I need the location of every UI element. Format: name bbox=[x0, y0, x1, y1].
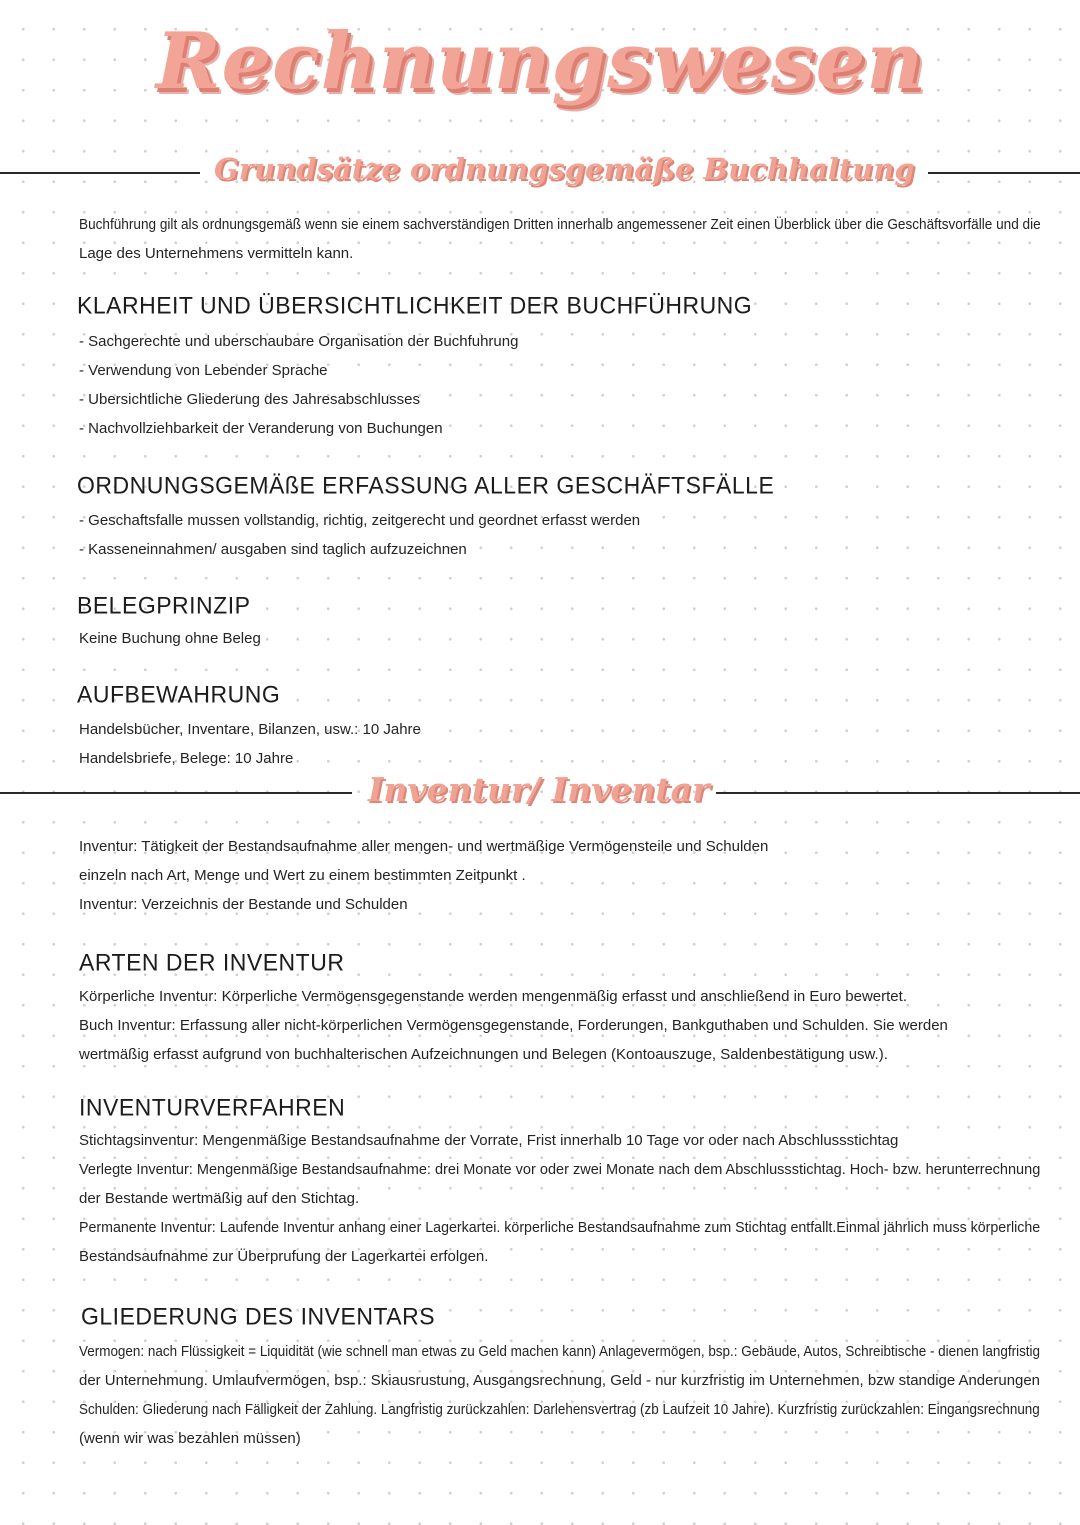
divider-right bbox=[928, 172, 1080, 174]
divider-left bbox=[0, 792, 352, 794]
list-item: - Verwendung von Lebender Sprache bbox=[79, 362, 328, 379]
list-aufbewahrung bbox=[79, 715, 421, 773]
heading-arten: ARTEN DER INVENTUR bbox=[79, 948, 345, 976]
text-line: Verlegte Inventur: Mengenmäßige Bestandsaufnahme: drei Monate vor oder zwei Monate nach dem Abschlussstichtag. Hoch- bzw. herunterrechnung bbox=[79, 1161, 1041, 1178]
list-item: - Ubersichtliche Gliederung des Jahresabschlusses bbox=[79, 391, 421, 408]
text-line: Keine Buchung ohne Beleg bbox=[79, 630, 261, 647]
list-item: - Geschaftsfalle mussen vollstandig, richtig, zeitgerecht und geordnet erfasst werden bbox=[79, 512, 641, 529]
list-arten bbox=[79, 982, 948, 1069]
heading-inventurverfahren: INVENTURVERFAHREN bbox=[79, 1093, 346, 1121]
divider-left bbox=[0, 172, 200, 174]
text-line: Inventur: Tätigkeit der Bestandsaufnahme aller mengen- und wertmäßige Vermögensteile und Schulden bbox=[79, 838, 769, 855]
section-title-grundsaetze: Grundsätze ordnungsgemäße Buchhaltung bbox=[214, 152, 915, 186]
heading-klarheit: KLARHEIT UND ÜBERSICHTLICHKEIT DER BUCHFÜHRUNG bbox=[77, 291, 753, 319]
list-klarheit bbox=[79, 327, 518, 443]
text-line: Bestandsaufnahme zur Überprufung der Lagerkartei erfolgen. bbox=[79, 1248, 489, 1265]
text-line: Vermogen: nach Flüssigkeit = Liquidität (wie schnell man etwas zu Geld machen kann) Anlagevermögen, bsp.: Gebäude, Autos, Schreibtische - dienen langfristig bbox=[79, 1343, 1041, 1360]
text-line: Permanente Inventur: Laufende Inventur anhang einer Lagerkartei. körperliche Bestandsaufnahme zum Stichtag entfallt.Einmal jährlich muss körperliche bbox=[79, 1219, 1041, 1236]
text-line: Handelsbriefe, Belege: 10 Jahre bbox=[79, 750, 294, 767]
text-line: Körperliche Inventur: Körperliche Vermögensgegenstande werden mengenmäßig erfasst und anschließend in Euro bewertet. bbox=[79, 988, 907, 1005]
heading-aufbewahrung: AUFBEWAHRUNG bbox=[77, 680, 281, 708]
intro-inventur bbox=[79, 832, 768, 919]
heading-belegprinzip: BELEGPRINZIP bbox=[77, 591, 251, 619]
page-title: Rechnungswesen bbox=[155, 16, 925, 107]
list-item: - Kasseneinnahmen/ ausgaben sind taglich aufzuzeichnen bbox=[79, 541, 467, 558]
text-line: Handelsbücher, Inventare, Bilanzen, usw.: 10 Jahre bbox=[79, 721, 421, 738]
text-line: Inventur: Verzeichnis der Bestande und Schulden bbox=[79, 896, 408, 913]
heading-erfassung: ORDNUNGSGEMÄßE ERFASSUNG ALLER GESCHÄFTSFÄLLE bbox=[77, 471, 775, 499]
text-line: (wenn wir was bezahlen müssen) bbox=[79, 1430, 301, 1447]
list-erfassung bbox=[79, 506, 640, 564]
intro-grundsaetze bbox=[79, 210, 1080, 268]
text-line: Buch Inventur: Erfassung aller nicht-körperlichen Vermögensgegenstande, Forderungen, Bankguthaben und Schulden. Sie werden bbox=[79, 1017, 948, 1034]
section-header-inventur bbox=[0, 770, 1080, 810]
heading-gliederung: GLIEDERUNG DES INVENTARS bbox=[81, 1302, 436, 1330]
text-line: wertmäßig erfasst aufgrund von buchhalterischen Aufzeichnungen und Belegen (Kontoauszuge, Saldenbestätigung usw.). bbox=[79, 1046, 888, 1063]
text-line: der Bestande wertmäßig auf den Stichtag. bbox=[79, 1190, 360, 1207]
text-line: Buchführung gilt als ordnungsgemäß wenn sie einem sachverständigen Dritten innerhalb angemessener Zeit einen Überblick über die Geschäftsvorfälle und die bbox=[79, 216, 1041, 233]
text-belegprinzip bbox=[79, 624, 261, 653]
list-item: - Nachvollziehbarkeit der Veranderung von Buchungen bbox=[79, 420, 443, 437]
text-line: Lage des Unternehmens vermitteln kann. bbox=[79, 245, 354, 262]
text-line: Stichtagsinventur: Mengenmäßige Bestandsaufnahme der Vorrate, Frist innerhalb 10 Tage vor oder nach Abschlussstichtag bbox=[79, 1132, 899, 1149]
text-line: der Unternehmung. Umlaufvermögen, bsp.: Skiausrustung, Ausgangsrechnung, Geld - nur kurzfristig im Unternehmen, bzw standige Anderungen bbox=[79, 1372, 1040, 1389]
divider-right bbox=[716, 792, 1080, 794]
list-inventurverfahren bbox=[79, 1126, 1080, 1271]
text-line: einzeln nach Art, Menge und Wert zu einem bestimmten Zeitpunkt . bbox=[79, 867, 526, 884]
text-line: Schulden: Gliederung nach Fälligkeit der Zahlung. Langfristig zurückzahlen: Darlehensvertrag (zb Laufzeit 10 Jahre). Kurzfristig zurückzahlen: Eingangsrechnung bbox=[79, 1401, 1040, 1418]
section-header-grundsaetze bbox=[0, 152, 1080, 192]
list-gliederung bbox=[79, 1337, 1080, 1453]
section-title-inventur: Inventur/ Inventar bbox=[368, 770, 710, 809]
list-item: - Sachgerechte und uberschaubare Organisation der Buchfuhrung bbox=[79, 333, 519, 350]
